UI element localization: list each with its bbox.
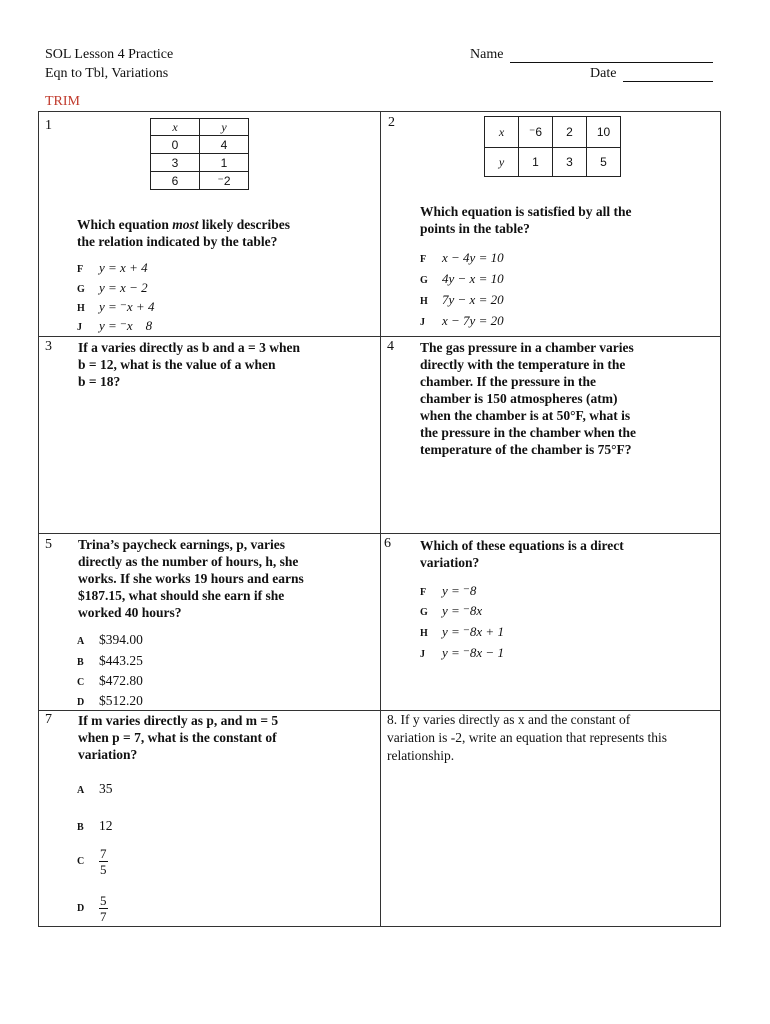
answer-option[interactable]: H 7y − x = 20 — [420, 292, 504, 307]
table-cell: ⁻2 — [200, 172, 249, 190]
question-text-line: chamber. If the pressure in the — [420, 374, 597, 389]
name-line[interactable] — [510, 62, 713, 63]
table-cell: 3 — [553, 148, 587, 177]
question-text-emphasis: most — [172, 217, 199, 232]
question-text-line: Which equation is satisfied by all the — [420, 204, 632, 219]
question-text-line: relationship. — [387, 748, 455, 763]
answer-option[interactable]: B 12 — [77, 818, 113, 833]
question-text — [387, 711, 667, 765]
answer-option[interactable]: D $512.20 — [77, 693, 143, 708]
answer-option[interactable]: D $\frac{5}{7}$ — [77, 893, 107, 924]
table-header: y — [485, 148, 519, 177]
question-text-line: 8. If y varies directly as x and the constant of — [387, 712, 631, 727]
question-text — [78, 712, 278, 763]
question-text-line: Which of these equations is a direct — [420, 538, 624, 553]
table-header: x — [151, 119, 200, 136]
question-text-line: b = 18? — [78, 374, 121, 389]
question-text-line: points in the table? — [420, 221, 530, 236]
question-text-line: Trina’s paycheck earnings, p, varies — [78, 537, 286, 552]
question-text-part: likely describes — [198, 217, 291, 232]
question-number: 4 — [387, 339, 394, 354]
answer-option[interactable]: A $394.00 — [77, 632, 143, 647]
answer-option[interactable]: J y = ⁻x 8 — [77, 318, 153, 333]
question-text-line: The gas pressure in a chamber varies — [420, 340, 634, 355]
question-number: 1 — [45, 118, 52, 133]
answer-option[interactable]: G 4y − x = 10 — [420, 271, 504, 286]
question-text-part: Which equation — [77, 217, 173, 232]
question-text — [420, 537, 624, 571]
q1-table — [150, 118, 249, 190]
answer-option[interactable]: F y = x + 4 — [77, 260, 148, 275]
table-cell: 3 — [151, 154, 200, 172]
answer-option[interactable]: A 35 — [77, 781, 113, 796]
name-label: Name — [470, 47, 504, 62]
table-cell: 1 — [519, 148, 553, 177]
question-text-line: variation is -2, write an equation that represents this — [387, 730, 668, 745]
question-text — [78, 339, 300, 390]
trim-label: TRIM — [45, 94, 80, 109]
fraction: $\frac{7}{5}$ — [100, 846, 107, 877]
table-cell: 2 — [553, 117, 587, 148]
fraction: $\frac{5}{7}$ — [100, 893, 107, 924]
question-text-line: b = 12, what is the value of a when — [78, 357, 276, 372]
table-cell: 6 — [151, 172, 200, 190]
answer-option[interactable]: J y = ⁻8x − 1 — [420, 645, 504, 660]
question-number: 7 — [45, 712, 52, 727]
date-line[interactable] — [623, 81, 713, 82]
question-text-line: $187.15, what should she earn if she — [78, 588, 285, 603]
doc-title: SOL Lesson 4 Practice — [45, 47, 174, 62]
answer-area[interactable] — [390, 770, 710, 920]
answer-option[interactable]: G y = x − 2 — [77, 280, 148, 295]
table-cell: 1 — [200, 154, 249, 172]
question-number: 3 — [45, 339, 52, 354]
question-number: 2 — [388, 115, 395, 130]
answer-option[interactable]: F x − 4y = 10 — [420, 250, 504, 265]
question-number: 5 — [45, 537, 52, 552]
question-text-line: when the chamber is at 50°F, what is — [420, 408, 631, 423]
question-text-part: the relation indicated by the table? — [77, 234, 278, 249]
question-text-line: worked 40 hours? — [78, 605, 182, 620]
question-text-line: directly with the temperature in the — [420, 357, 626, 372]
answer-option[interactable]: C $472.80 — [77, 673, 143, 688]
question-text-line: variation? — [420, 555, 480, 570]
question-text-line: directly as the number of hours, h, she — [78, 554, 299, 569]
question-text-line: when p = 7, what is the constant of — [78, 730, 277, 745]
question-text-line: chamber is 150 atmospheres (atm) — [420, 391, 618, 406]
question-text — [78, 536, 304, 621]
answer-option[interactable]: G y = ⁻8x — [420, 603, 483, 618]
table-cell: 10 — [587, 117, 621, 148]
question-number: 6 — [384, 536, 391, 551]
date-label: Date — [590, 66, 617, 81]
answer-option[interactable]: C $\frac{7}{5}$ — [77, 846, 107, 877]
table-cell: 5 — [587, 148, 621, 177]
answer-option[interactable]: H y = ⁻x + 4 — [77, 299, 155, 314]
answer-option[interactable]: J x − 7y = 20 — [420, 313, 504, 328]
answer-option[interactable]: F y = ⁻8 — [420, 583, 477, 598]
doc-subtitle: Eqn to Tbl, Variations — [45, 66, 169, 81]
q2-table — [484, 116, 621, 177]
answer-option[interactable]: B $443.25 — [77, 653, 143, 668]
question-text-line: If a varies directly as b and a = 3 when — [78, 340, 300, 355]
table-header: x — [485, 117, 519, 148]
table-cell: 4 — [200, 136, 249, 154]
question-text-line: the pressure in the chamber when the — [420, 425, 636, 440]
question-text-line: works. If she works 19 hours and earns — [78, 571, 304, 586]
question-text — [420, 203, 632, 237]
question-text — [77, 216, 290, 250]
question-text — [420, 339, 636, 458]
question-text-line: variation? — [78, 747, 138, 762]
table-cell: ⁻6 — [519, 117, 553, 148]
question-text-line: temperature of the chamber is 75°F? — [420, 442, 632, 457]
question-text-line: If m varies directly as p, and m = 5 — [78, 713, 279, 728]
table-cell: 0 — [151, 136, 200, 154]
answer-option[interactable]: H y = ⁻8x + 1 — [420, 624, 504, 639]
table-header: y — [200, 119, 249, 136]
